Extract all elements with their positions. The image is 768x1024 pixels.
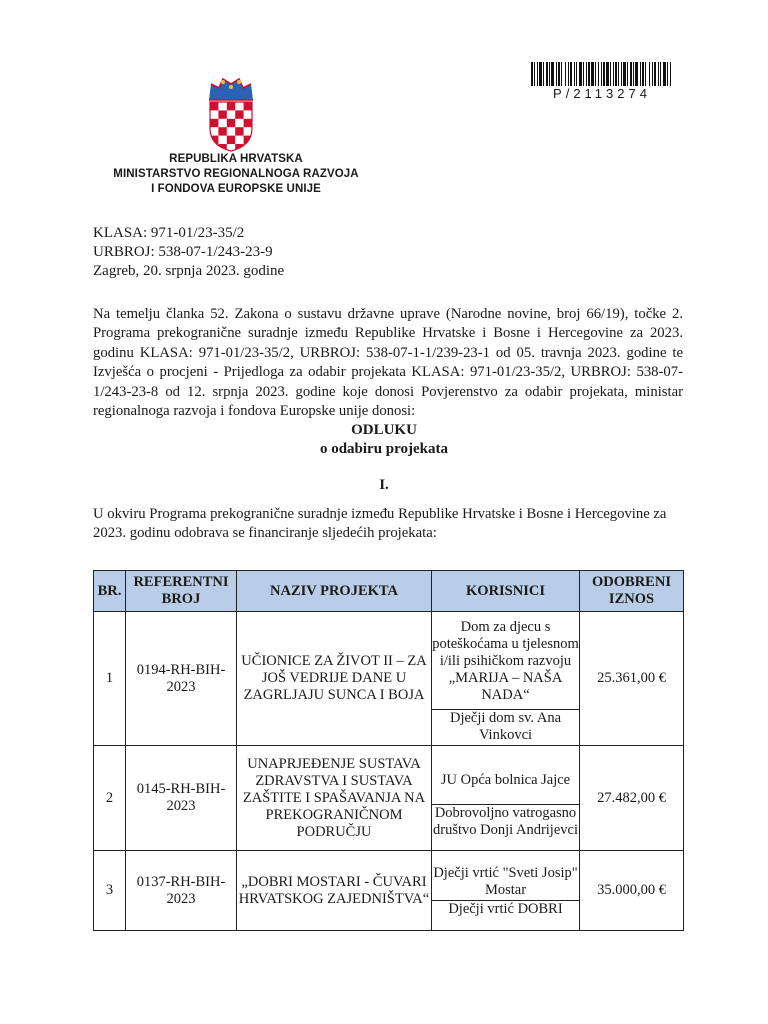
klasa: KLASA: 971-01/23-35/2 [93,225,245,241]
korisnik: Dobrovoljno vatrogasno društvo Donji Andrijevci [433,805,578,839]
barcode-number: P/2113274 [531,86,673,102]
cell-br: 2 [94,746,126,851]
korisnik: Dječji vrtić DOBRI [432,901,579,919]
cell-iznos: 25.361,00 € [580,612,684,746]
decision-title: ODLUKU [351,422,417,438]
cell-naziv: UČIONICE ZA ŽIVOT II – ZA JOŠ VEDRIJE DANE U ZAGRLJAJU SUNCA I BOJA [237,612,432,746]
intro-paragraph: U okviru Programa prekogranične suradnje između Republike Hrvatske i Bosne i Hercegovine za 2023. godinu odobrava se financiranje sljedećih projekata: [93,506,667,542]
korisnici-list [432,613,579,744]
cell-korisnici [432,746,580,851]
korisnici-list [432,863,579,919]
header-korisnici: KORISNICI [432,571,580,612]
place-date: Zagreb, 20. srpnja 2023. godine [93,263,285,279]
header-iznos: ODOBRENI IZNOS [580,571,684,612]
table-row [94,612,684,746]
cell-iznos: 27.482,00 € [580,746,684,851]
table-row [94,851,684,931]
decision-subtitle: o odabiru projekata [319,441,449,457]
header-ministry: MINISTARSTVO REGIONALNOGA RAZVOJA [113,168,359,180]
cell-naziv: „DOBRI MOSTARI - ČUVARI HRVATSKOG ZAJEDNIŠTVA“ [237,851,432,931]
cell-korisnici [432,851,580,931]
preamble-paragraph: Na temelju članka 52. Zakona o sustavu državne uprave (Narodne novine, broj 66/19), točke 2. Programa prekogranične suradnje između Republike Hrvatske i Bosne i Hercegovine za 2023. godinu KLASA: 971-01/23-35/2, URBROJ: 538-07-1-1/239-23-1 od 05. travnja 2023. godine te Izvješća o procjeni - Prijedloga za odabir projekata KLASA: 971-01/23-35/2, URBROJ: 538-07-1/243-23-8 od 12. srpnja 2023. godine koje donosi Povjerenstvo za odabir projekata, ministar regionalnoga razvoja i fondova Europske unije donosi: [93,306,683,420]
section-number: I. [379,477,389,493]
barcode [531,62,673,102]
cell-korisnici [432,612,580,746]
cell-ref: 0137-RH-BIH-2023 [126,851,237,931]
table-header-row [94,571,684,612]
header-br: BR. [94,571,126,612]
urbroj: URBROJ: 538-07-1/243-23-9 [93,244,273,260]
header-ref: REFERENTNI BROJ [126,571,237,612]
crown-icon [209,79,253,100]
header-eu-funds: I FONDOVA EUROPSKE UNIJE [151,183,321,195]
korisnik: JU Opća bolnica Jajce [440,772,571,788]
croatian-coat-of-arms-icon [206,78,256,152]
korisnici-list [432,757,579,840]
korisnik: Dom za djecu s poteškoćama u tjelesnom i/ili psihičkom razvoju „MARIJA – NAŠA NADA“ [432,618,579,703]
header-naziv: NAZIV PROJEKTA [237,571,432,612]
table-row [94,746,684,851]
korisnik: Dječji vrtić "Sveti Josip" Mostar [433,864,578,898]
korisnik: Dječji dom sv. Ana Vinkovci [432,709,579,744]
cell-ref: 0194-RH-BIH-2023 [126,612,237,746]
projects-table [93,570,684,931]
cell-ref: 0145-RH-BIH-2023 [126,746,237,851]
header-republic: REPUBLIKA HRVATSKA [169,153,303,165]
cell-br: 1 [94,612,126,746]
cell-br: 3 [94,851,126,931]
cell-naziv: UNAPRJEĐENJE SUSTAVA ZDRAVSTVA I SUSTAVA ZAŠTITE I SPAŠAVANJA NA PREKOGRANIČNOM PODRUČJU [237,746,432,851]
cell-iznos: 35.000,00 € [580,851,684,931]
